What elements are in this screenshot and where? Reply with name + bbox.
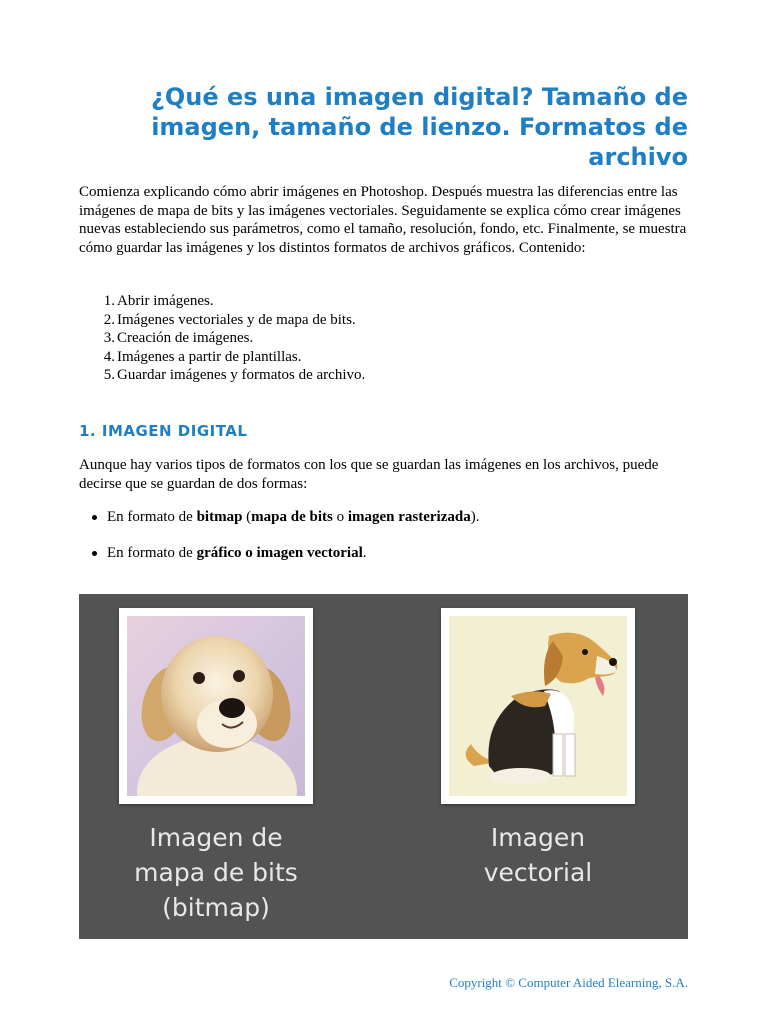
comparison-figure — [79, 594, 688, 939]
list-number: 3. — [103, 330, 115, 346]
bullet-icon — [92, 551, 97, 556]
section-paragraph: Aunque hay varios tipos de formatos con los que se guardan las imágenes en los archivos, puede decirse que se guardan de dos formas: — [79, 457, 659, 492]
beagle-vector — [449, 616, 627, 796]
bullet-item-bitmap — [79, 508, 679, 526]
list-item-label: Abrir imágenes. — [117, 293, 214, 309]
caption-line: vectorial — [483, 858, 593, 887]
list-item — [79, 292, 679, 311]
intro-paragraph: Comienza explicando cómo abrir imágenes en Photoshop. Después muestra las diferencias entre las imágenes de mapa de bits y las imágenes vectoriales. Seguidamente se explica cómo crear imágenes nuevas estableciendo sus parámetros, como el tamaño, resolución, fondo, etc. Finalmente, se muestra cómo guardar las imágenes y los distintos formatos de archivos gráficos. Contenido: — [79, 184, 687, 256]
list-number: 5. — [103, 367, 115, 383]
bullet-text: En formato de — [107, 545, 197, 561]
puppy-illustration — [127, 616, 305, 796]
list-number: 1. — [103, 293, 115, 309]
page-title: ¿Qué es una imagen digital? Tamaño de imagen, tamaño de lienzo. Formatos de archivo — [150, 83, 688, 171]
caption-line: (bitmap) — [162, 893, 270, 922]
vector-caption — [418, 820, 658, 890]
puppy-photo — [127, 616, 305, 796]
bitmap-photo-frame — [119, 608, 313, 804]
list-item — [79, 311, 679, 330]
bold-term: imagen rasterizada — [347, 509, 471, 525]
bullet-list — [79, 508, 679, 562]
bold-term: gráfico o imagen vectorial — [196, 545, 363, 561]
caption-line: mapa de bits — [134, 858, 298, 887]
copyright-footer: Copyright © Computer Aided Elearning, S.A. — [449, 975, 688, 990]
bullet-text: o — [332, 509, 348, 525]
list-item — [79, 366, 679, 385]
bold-term: bitmap — [196, 509, 243, 525]
list-item-label: Creación de imágenes. — [117, 330, 254, 346]
bitmap-caption — [96, 820, 336, 925]
list-item-label: Guardar imágenes y formatos de archivo. — [117, 367, 366, 383]
list-number: 4. — [103, 348, 115, 365]
bullet-text: ( — [242, 509, 252, 525]
vector-image-frame — [441, 608, 635, 804]
list-item — [79, 329, 679, 348]
caption-line: Imagen de — [149, 823, 283, 852]
caption-line: Imagen — [490, 823, 586, 852]
beagle-illustration — [449, 616, 627, 796]
bullet-text: En formato de — [107, 509, 197, 525]
section-heading: 1. IMAGEN DIGITAL — [79, 422, 248, 440]
list-number: 2. — [103, 311, 115, 328]
bold-term: mapa de bits — [251, 509, 333, 525]
bullet-text: ). — [470, 509, 480, 525]
bullet-text: . — [362, 545, 367, 561]
bullet-item-vector — [79, 544, 679, 562]
list-item — [79, 348, 679, 367]
contents-list — [79, 292, 679, 385]
list-item-label: Imágenes vectoriales y de mapa de bits. — [117, 311, 356, 328]
bullet-icon — [92, 515, 97, 520]
list-item-label: Imágenes a partir de plantillas. — [117, 348, 302, 365]
